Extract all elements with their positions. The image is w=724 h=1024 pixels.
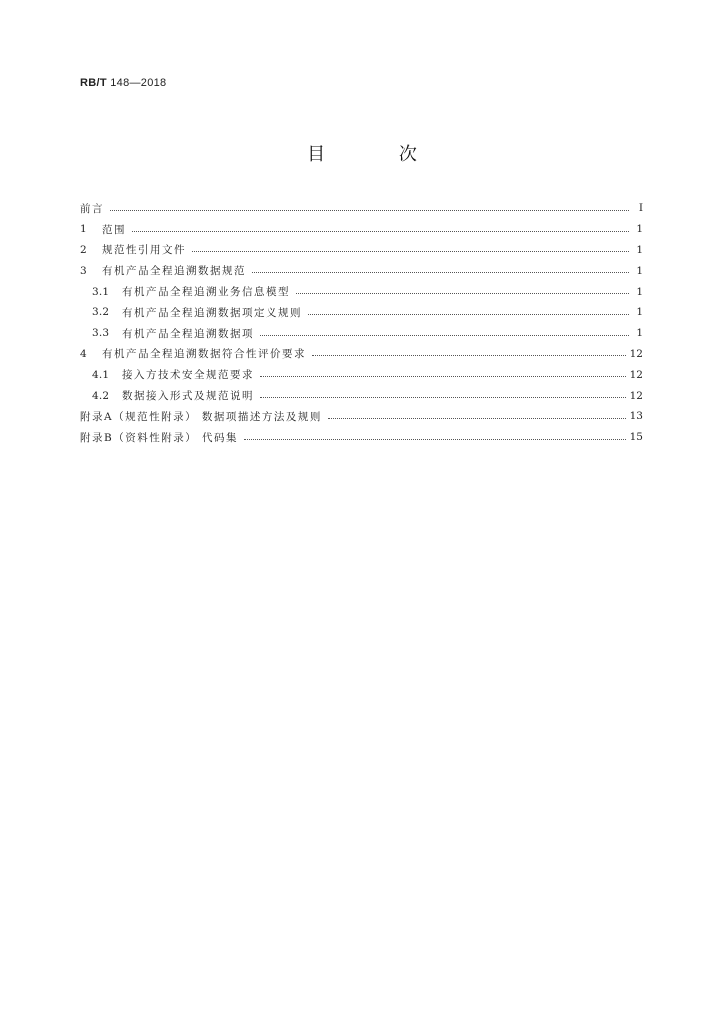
standard-code (80, 77, 166, 89)
table-of-contents (80, 198, 643, 448)
toc-entry-number: 3.1 (92, 285, 110, 298)
toc-entry-title: 有机产品全程追溯业务信息模型 (122, 286, 290, 299)
toc-leader-dots (260, 335, 629, 336)
toc-leader-dots (244, 439, 626, 440)
toc-page-number: 1 (636, 243, 643, 256)
toc-leader-dots (296, 293, 629, 294)
toc-entry-title: 前言 (80, 202, 104, 215)
toc-page-number: 13 (629, 410, 643, 423)
toc-entry-number: 4 (80, 347, 87, 360)
toc-entry-title: 有机产品全程追溯数据规范 (102, 265, 246, 278)
toc-entry-1[interactable] (80, 219, 643, 240)
toc-page-number: 12 (629, 368, 643, 381)
toc-leader-dots (328, 418, 626, 419)
toc-page-number: 1 (636, 306, 643, 319)
toc-entry-number: 4.1 (92, 368, 110, 381)
toc-entry-number: 4.2 (92, 389, 110, 402)
toc-entry-appendix-a[interactable] (80, 406, 643, 427)
toc-page-number: 1 (636, 223, 643, 236)
toc-leader-dots (260, 376, 626, 377)
toc-entry-number: 3.2 (92, 306, 110, 319)
page-title: 目 次 (307, 144, 451, 165)
toc-entry-title: 规范性引用文件 (102, 244, 186, 257)
toc-page-number: 15 (629, 431, 643, 444)
toc-entry-foreword[interactable] (80, 198, 643, 219)
toc-entry-appendix-b[interactable] (80, 427, 643, 448)
toc-leader-dots (132, 231, 629, 232)
toc-entry-title: 有机产品全程追溯数据项定义规则 (122, 306, 302, 319)
toc-entry-2[interactable] (80, 240, 643, 261)
toc-entry-4[interactable] (80, 344, 643, 365)
toc-entry-number: 3.3 (92, 327, 110, 340)
toc-entry-3-1[interactable] (80, 281, 643, 302)
toc-entry-title: 附录B（资料性附录） 代码集 (80, 431, 239, 444)
toc-page-number: 12 (629, 389, 643, 402)
toc-entry-3[interactable] (80, 260, 643, 281)
toc-entry-4-1[interactable] (80, 364, 643, 385)
toc-page-number: 1 (636, 264, 643, 277)
toc-entry-title: 接入方技术安全规范要求 (122, 369, 254, 382)
toc-leader-dots (308, 314, 629, 315)
toc-entry-4-2[interactable] (80, 385, 643, 406)
toc-entry-title: 附录A（规范性附录） 数据项描述方法及规则 (80, 410, 322, 423)
toc-entry-title: 范围 (102, 223, 126, 236)
toc-leader-dots (110, 210, 629, 211)
toc-entry-3-2[interactable] (80, 302, 643, 323)
toc-leader-dots (252, 272, 629, 273)
toc-entry-number: 2 (80, 243, 87, 256)
toc-entry-title: 有机产品全程追溯数据符合性评价要求 (102, 348, 306, 361)
toc-entry-3-3[interactable] (80, 323, 643, 344)
toc-entry-number: 1 (80, 223, 87, 236)
toc-leader-dots (260, 397, 626, 398)
standard-number: 148—2018 (110, 77, 167, 89)
toc-leader-dots (312, 355, 626, 356)
toc-page-number: 12 (629, 347, 643, 360)
standard-prefix: RB/T (80, 77, 107, 89)
toc-page-number: 1 (636, 327, 643, 340)
toc-page-number: 1 (636, 285, 643, 298)
toc-page-number: Ⅰ (638, 202, 643, 215)
toc-entry-number: 3 (80, 264, 87, 277)
toc-entry-title: 有机产品全程追溯数据项 (122, 327, 254, 340)
toc-entry-title: 数据接入形式及规范说明 (122, 390, 254, 403)
toc-leader-dots (192, 251, 629, 252)
